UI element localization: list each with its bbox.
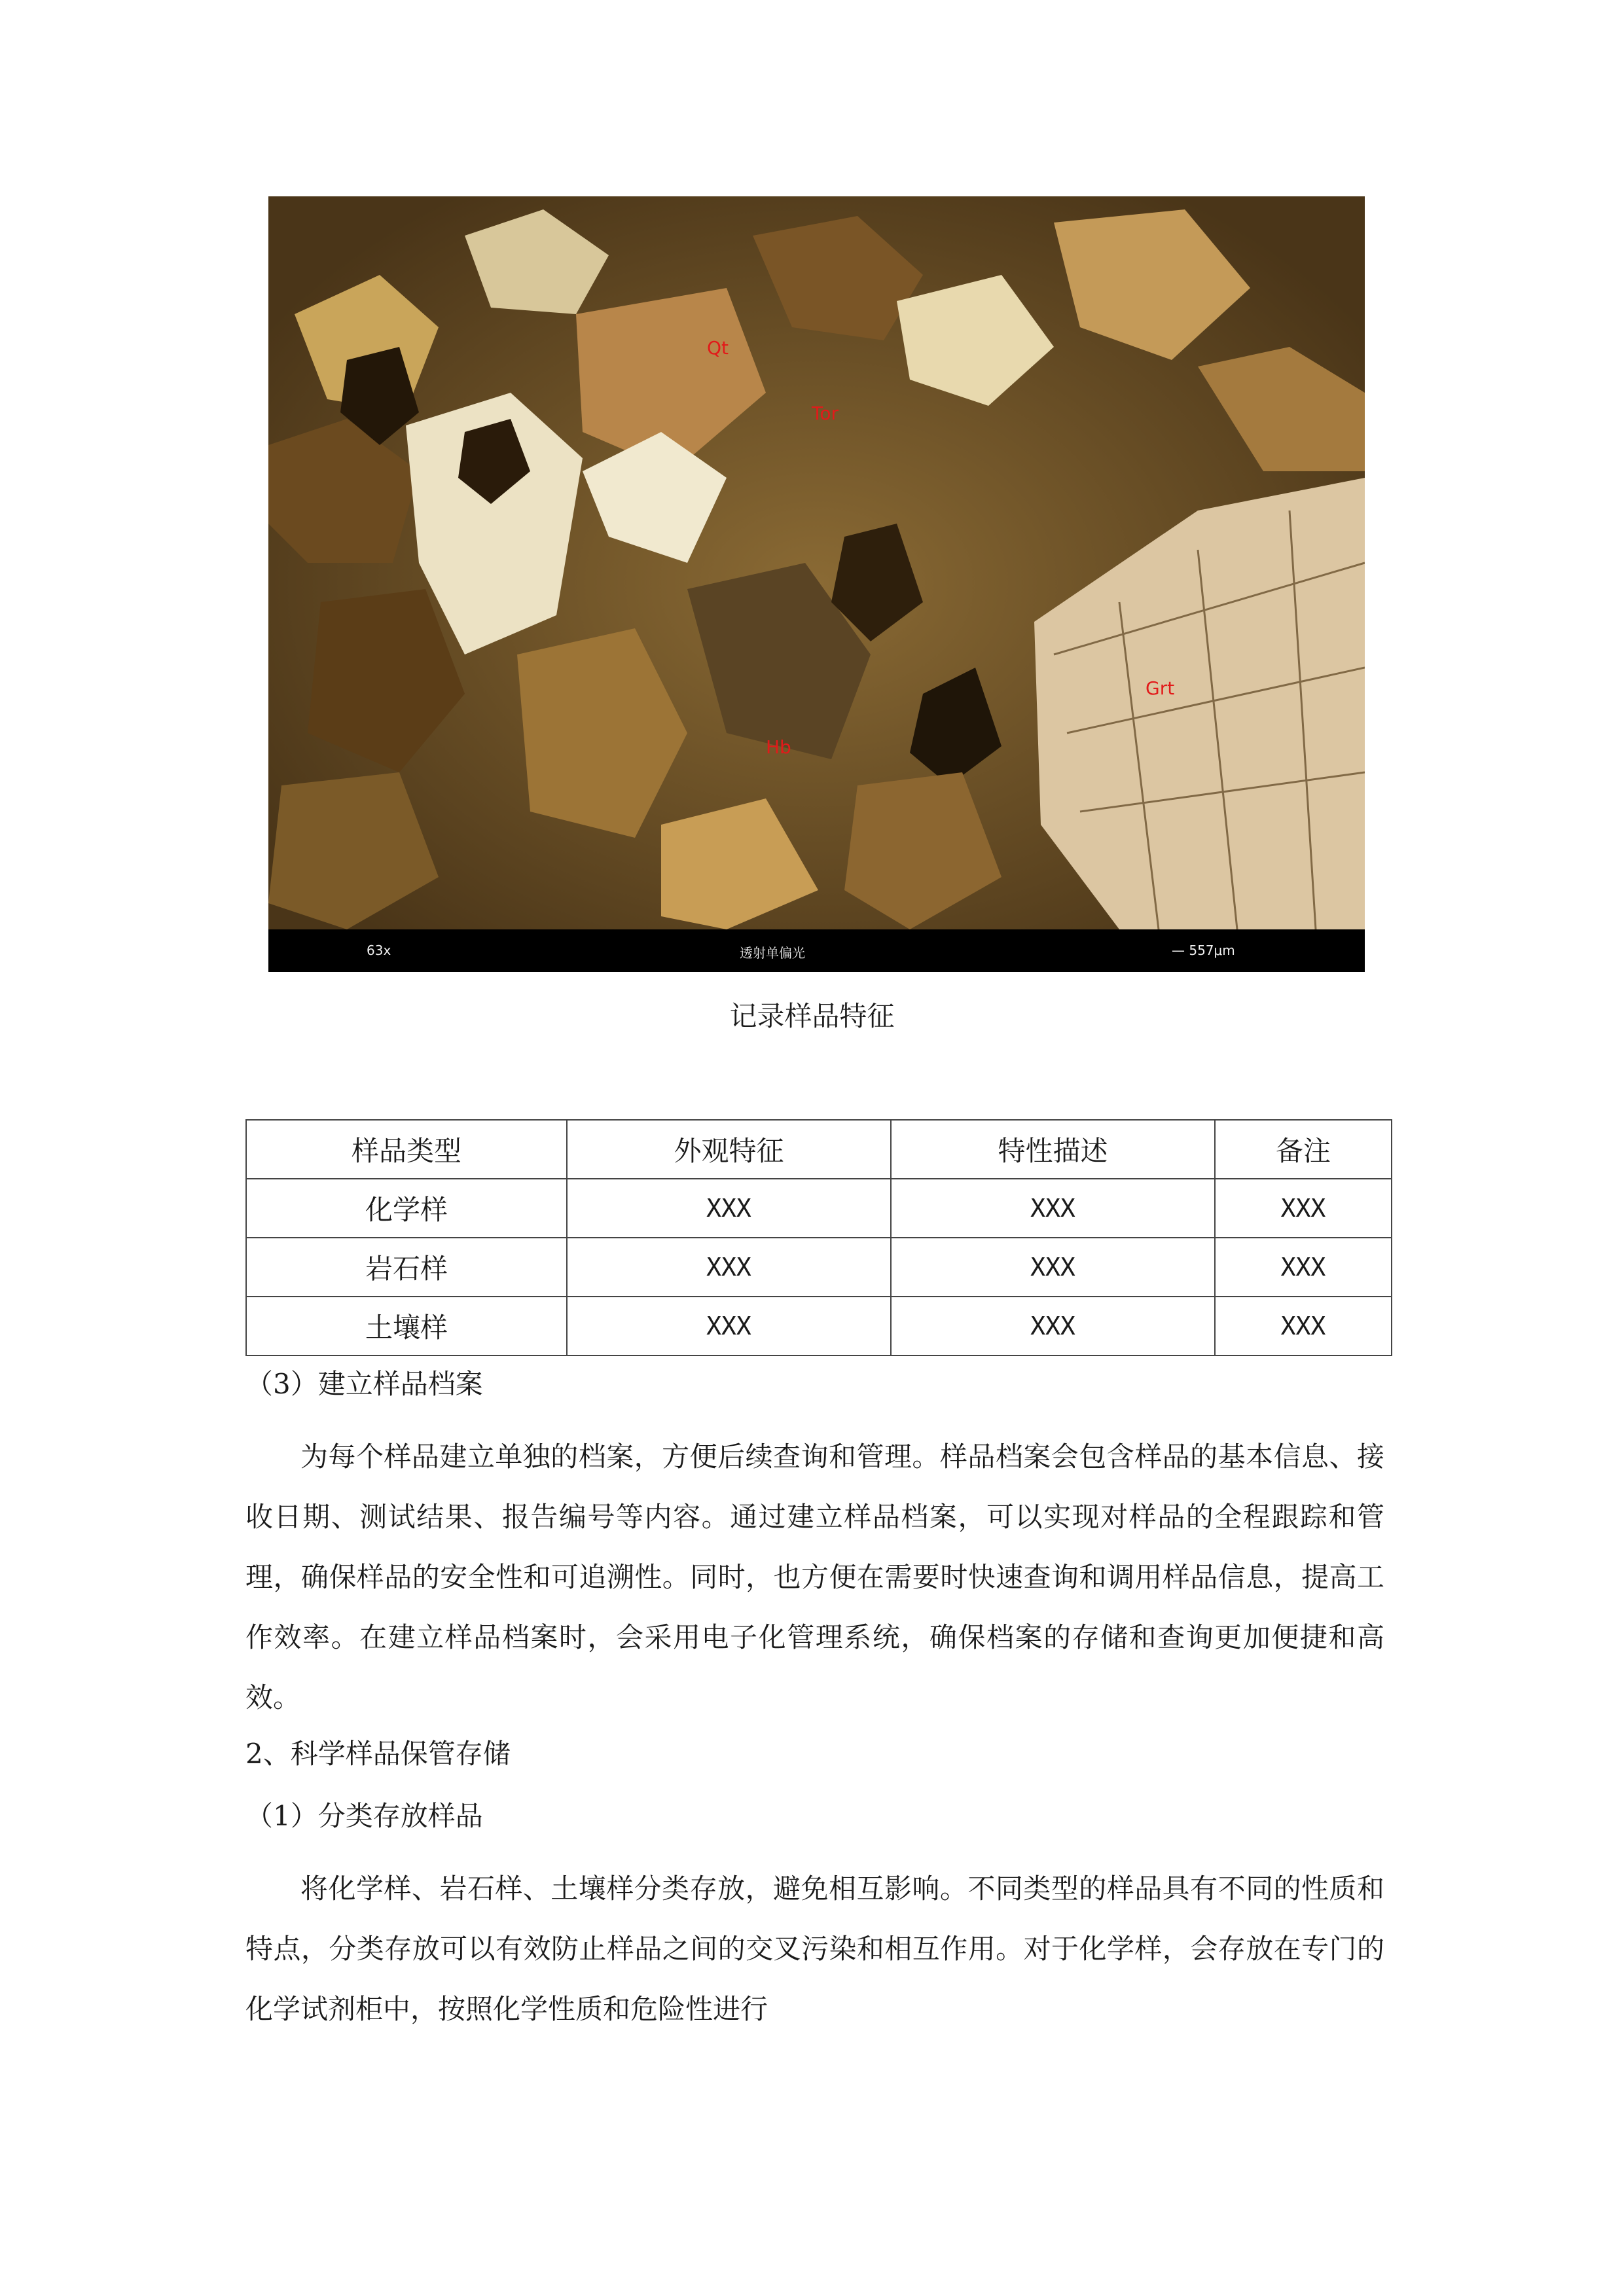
magnification-text: 63x <box>367 942 391 958</box>
paragraph-classified-storage: 将化学样、岩石样、土壤样分类存放，避免相互影响。不同类型的样品具有不同的性质和特点，分类存放可以有效防止样品之间的交叉污染和相互作用。对于化学样，会存放在专门的化学试剂柜中，按照化学性质和危险性进行 <box>245 1873 1384 2025</box>
micrograph-info-bar <box>268 929 1365 972</box>
section-heading-3: （3）建立样品档案 <box>245 1368 483 1400</box>
section-heading-1: （1）分类存放样品 <box>245 1800 483 1832</box>
table-cell: 岩石样 <box>246 1238 567 1297</box>
table-cell: XXX <box>567 1238 891 1297</box>
table-cell: XXX <box>567 1297 891 1355</box>
table-cell: XXX <box>1215 1238 1392 1297</box>
table-header: 外观特征 <box>567 1120 891 1179</box>
micrograph-image <box>268 196 1365 972</box>
table-header: 特性描述 <box>891 1120 1215 1179</box>
table-row <box>246 1179 1392 1238</box>
table-cell: XXX <box>891 1297 1215 1355</box>
table-header-row <box>246 1120 1392 1179</box>
imaging-mode-text: 透射单偏光 <box>740 945 805 961</box>
table-cell: XXX <box>891 1238 1215 1297</box>
mineral-label-qt: Qt <box>707 337 729 359</box>
mineral-label-grt: Grt <box>1146 677 1175 699</box>
table-row <box>246 1297 1392 1355</box>
scale-bar-text: — 557μm <box>1172 942 1235 958</box>
table-cell: XXX <box>1215 1179 1392 1238</box>
mineral-label-tor: Tor <box>812 403 839 424</box>
table-header: 样品类型 <box>246 1120 567 1179</box>
thin-section-micrograph <box>268 196 1365 972</box>
table-cell: XXX <box>567 1179 891 1238</box>
table-cell: XXX <box>1215 1297 1392 1355</box>
paragraph-sample-archive: 为每个样品建立单独的档案，方便后续查询和管理。样品档案会包含样品的基本信息、接收日期、测试结果、报告编号等内容。通过建立样品档案，可以实现对样品的全程跟踪和管理，确保样品的安全性和可追溯性。同时，也方便在需要时快速查询和调用样品信息，提高工作效率。在建立样品档案时，会采用电子化管理系统，确保档案的存储和查询更加便捷和高效。 <box>245 1441 1384 1713</box>
mineral-label-hb: Hb <box>766 736 791 758</box>
section-heading-2: 2、科学样品保管存储 <box>245 1738 511 1770</box>
table-header: 备注 <box>1215 1120 1392 1179</box>
table-cell: XXX <box>891 1179 1215 1238</box>
table-cell: 化学样 <box>246 1179 567 1238</box>
table-row <box>246 1238 1392 1297</box>
sample-features-table <box>245 1119 1392 1356</box>
figure-caption: 记录样品特征 <box>729 1000 895 1032</box>
table-cell: 土壤样 <box>246 1297 567 1355</box>
